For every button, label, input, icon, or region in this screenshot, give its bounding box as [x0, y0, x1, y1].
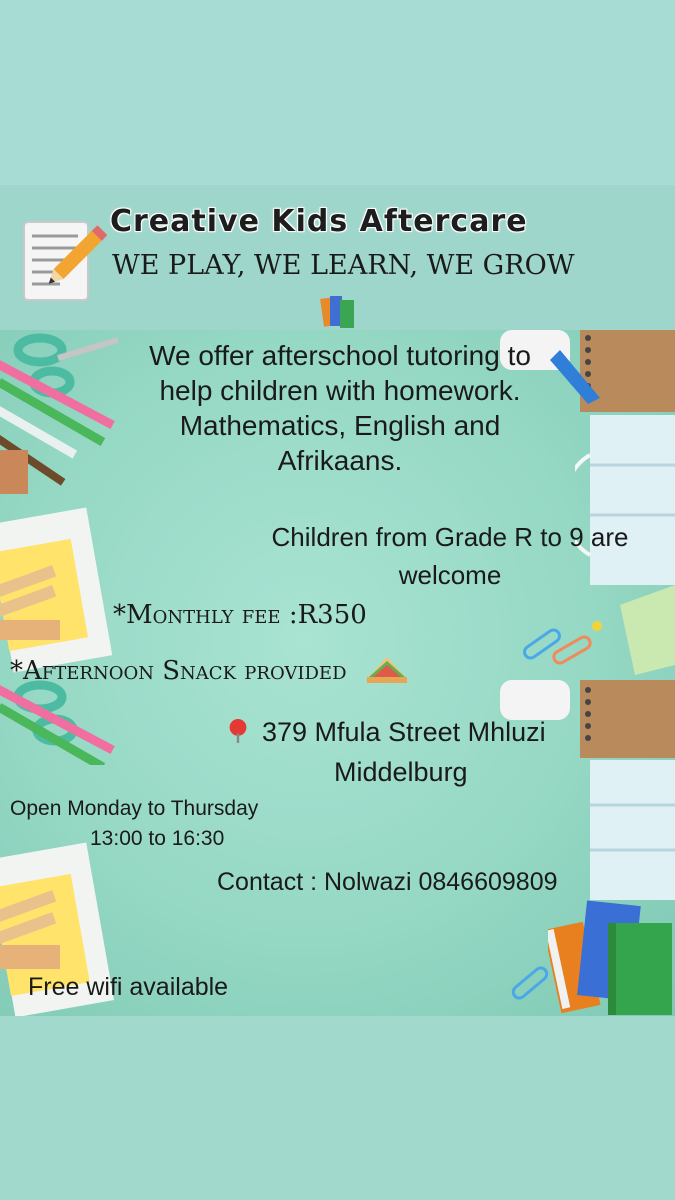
snack-label: *Afternoon Snack provided	[10, 656, 347, 686]
snack-text	[10, 647, 409, 686]
hours-times: 13:00 to 16:30	[90, 827, 225, 850]
round-pushpin-icon	[226, 716, 250, 746]
intro-line-1: We offer afterschool tutoring to	[149, 340, 531, 371]
memo-pencil-icon	[22, 218, 110, 304]
address	[262, 712, 662, 792]
contact-info: Contact : Nolwazi 0846609809	[217, 868, 558, 896]
paper-clips-decoration	[512, 618, 622, 678]
bottom-background-band	[0, 1016, 675, 1200]
address-line-1	[262, 712, 662, 752]
intro-line-2: help children with homework.	[159, 375, 521, 406]
intro-line-3: Mathematics, English and	[179, 410, 501, 441]
grades-text: Children from Grade R to 9 are welcome	[271, 522, 629, 590]
scissors-decoration-2	[0, 675, 130, 765]
address-street: 379 Mfula Street Mhluzi	[262, 717, 546, 747]
book-stack-decoration	[548, 895, 675, 1016]
monthly-fee: *Monthly fee :R350	[113, 600, 367, 630]
hours-days: Open Monday to Thursday	[10, 797, 259, 820]
address-city: Middelburg	[334, 757, 468, 787]
eraser-decoration	[0, 450, 28, 494]
opening-hours	[10, 794, 258, 854]
page-title: Creative Kids Aftercare	[110, 204, 528, 239]
top-background-band	[0, 0, 675, 185]
wifi-notice: Free wifi available	[28, 973, 229, 1001]
intro-line-4: Afrikaans.	[277, 445, 403, 476]
books-icon	[318, 292, 358, 330]
intro-text	[60, 338, 620, 478]
sandwich-icon	[365, 653, 409, 685]
slogan: WE PLAY, WE LEARN, WE GROW	[112, 250, 575, 281]
